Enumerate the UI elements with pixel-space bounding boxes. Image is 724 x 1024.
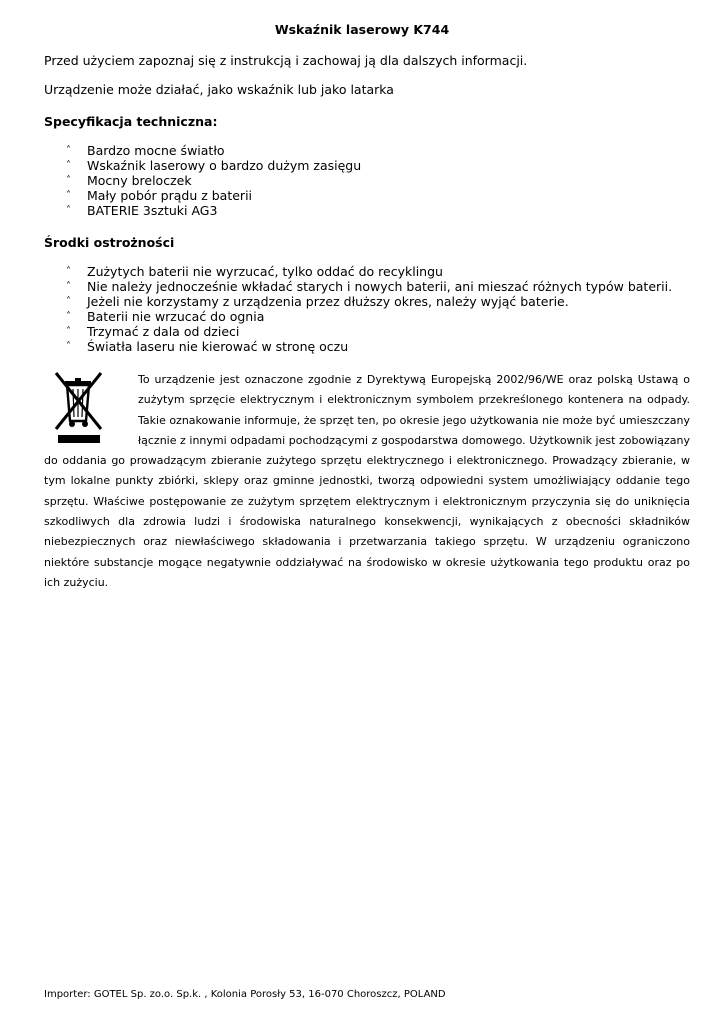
safety-item-label: Nie należy jednocześnie wkładać starych i nowych baterii, ani mieszać różnych typów baterii. (87, 279, 673, 294)
triangle-arrow-icon: ˄ (66, 175, 71, 186)
triangle-arrow-icon: ˄ (66, 296, 71, 307)
safety-item-label: Baterii nie wrzucać do ognia (87, 309, 265, 324)
triangle-arrow-icon: ˄ (66, 341, 71, 352)
spec-item-label: Mały pobór prądu z baterii (87, 188, 253, 203)
safety-item-label: Trzymać z dala od dzieci (87, 324, 240, 339)
triangle-arrow-icon: ˄ (66, 205, 71, 216)
spec-item-label: Bardzo mocne światło (87, 143, 225, 158)
triangle-arrow-icon: ˄ (66, 281, 71, 292)
list-item (66, 158, 361, 173)
spec-list (66, 143, 361, 218)
safety-heading: Środki ostrożności (44, 235, 175, 250)
intro-line-2: Urządzenie może działać, jako wskaźnik lub jako latarka (44, 82, 394, 97)
safety-item-label: Zużytych baterii nie wyrzucać, tylko oddać do recyklingu (87, 264, 443, 279)
list-item (66, 339, 672, 354)
intro-line-1: Przed użyciem zapoznaj się z instrukcją i zachowaj ją dla dalszych informacji. (44, 53, 528, 68)
safety-item-label: Światła laseru nie kierować w stronę oczu (87, 339, 349, 354)
triangle-arrow-icon: ˄ (66, 326, 71, 337)
triangle-arrow-icon: ˄ (66, 311, 71, 322)
list-item (66, 264, 672, 279)
document-title: Wskaźnik laserowy K744 (274, 22, 450, 37)
list-item (66, 294, 672, 309)
safety-item-label: Jeżeli nie korzystamy z urządzenia przez dłuższy okres, należy wyjąć baterie. (87, 294, 569, 309)
list-item (66, 203, 361, 218)
list-item (66, 143, 361, 158)
spec-item-label: Wskaźnik laserowy o bardzo dużym zasięgu (87, 158, 362, 173)
list-item (66, 188, 361, 203)
triangle-arrow-icon: ˄ (66, 160, 71, 171)
triangle-arrow-icon: ˄ (66, 190, 71, 201)
list-item (66, 309, 672, 324)
triangle-arrow-icon: ˄ (66, 266, 71, 277)
importer-footer: Importer: GOTEL Sp. zo.o. Sp.k. , Kolonia Porosły 53, 16-070 Choroszcz, POLAND (44, 989, 446, 1000)
spec-heading: Specyfikacja techniczna: (44, 114, 218, 129)
list-item (66, 173, 361, 188)
spec-item-label: BATERIE 3sztuki AG3 (87, 203, 218, 218)
weee-notice-text: To urządzenie jest oznaczone zgodnie z Dyrektywą Europejską 2002/96/WE oraz polską Ustawą o zużytym sprzęcie elektrycznym i elektronicznym symbolem przekreślonego kontenera na odpady. Takie oznakowanie informuje, że sprzęt ten, po okresie jego użytkowania nie może być umieszczany łącznie z innymi odpadami pochodzącymi z gospodarstwa domowego. Użytkownik jest zobowiązany do oddania go prowadzącym zbieranie zużytego sprzętu elektrycznego i elektronicznego. Prowadzący zbieranie, w tym lokalne punkty zbiórki, sklepy oraz gminne jednostki, tworzą odpowiedni system umożliwiający oddanie tego sprzętu. Właściwe postępowanie ze zużytym sprzętem elektrycznym i elektronicznym przyczynia się do uniknięcia szkodliwych dla zdrowia ludzi i środowiska naturalnego konsekwencji, wynikających z obecności składników niebezpiecznych oraz niewłaściwego składowania i przetwarzania takiego sprzętu. W urządzeniu ograniczono niektóre substancje mogące negatywnie oddziaływać na środowisko w okresie użytkowania tego produktu oraz po ich zużyciu. (44, 373, 691, 589)
list-item (66, 279, 672, 294)
safety-list (66, 264, 672, 354)
spec-item-label: Mocny breloczek (87, 173, 192, 188)
weee-notice (44, 370, 690, 593)
triangle-arrow-icon: ˄ (66, 145, 71, 156)
list-item (66, 324, 672, 339)
